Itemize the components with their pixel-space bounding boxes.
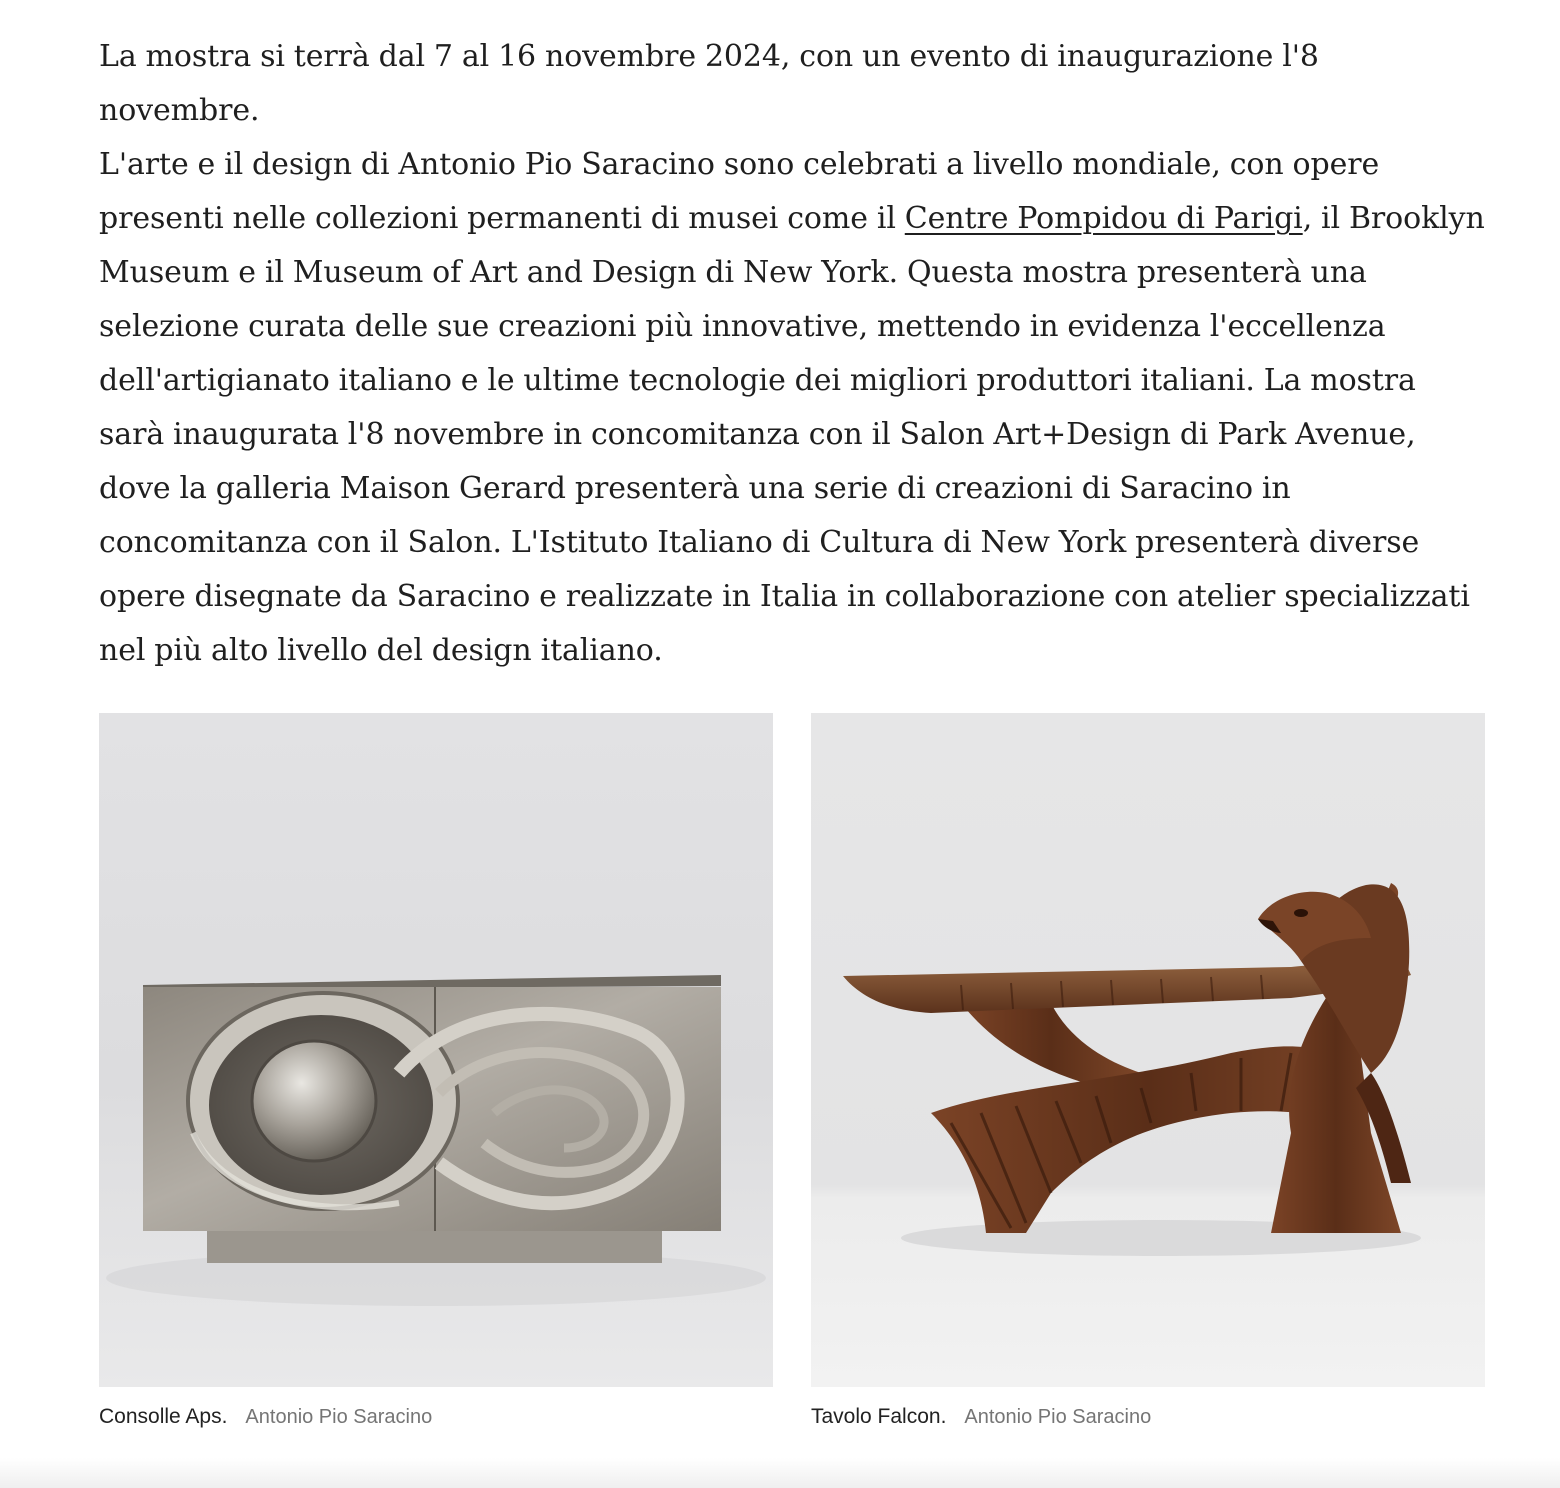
centre-pompidou-link[interactable]: Centre Pompidou di Parigi	[904, 201, 1303, 236]
article-body	[99, 30, 1485, 678]
bottom-fade	[0, 1458, 1560, 1488]
caption-title: Tavolo Falcon.	[811, 1405, 947, 1428]
paragraph-main	[99, 138, 1485, 678]
paragraph-main-end: , il Brooklyn Museum e il Museum of Art and Design di New York. Questa mostra presenterà una selezione curata delle sue creazioni più innovative, mettendo in evidenza l'eccellenza dell'artigianato italiano e le ultime tecnologie dei migliori produttori italiani. La mostra sarà inaugurata l'8 novembre in concomitanza con il Salon Art+Design di Park Avenue, dove la galleria Maison Gerard presenterà una serie di creazioni di Saracino in concomitanza con il Salon. L'Istituto Italiano di Cultura di New York presenterà diverse opere disegnate da Saracino e realizzate in Italia in collaborazione con atelier specializzati nel più alto livello del design italiano.	[99, 201, 1485, 668]
caption-title: Consolle Aps.	[99, 1405, 228, 1428]
caption-author: Antonio Pio Saracino	[964, 1406, 1152, 1428]
caption-author: Antonio Pio Saracino	[245, 1406, 433, 1428]
paragraph-main-start: L'arte e il design di Antonio Pio Saracino sono celebrati a livello mondiale, con opere presenti nelle collezioni permanenti di musei come il	[99, 147, 1380, 236]
image-gallery	[99, 713, 1485, 1433]
consolle-aps-photo[interactable]	[99, 713, 773, 1387]
caption-consolle	[99, 1405, 773, 1433]
caption-falcon	[811, 1405, 1485, 1433]
paragraph-intro: La mostra si terrà dal 7 al 16 novembre 2024, con un evento di inaugurazione l'8 novembre.	[99, 39, 1319, 128]
gallery-item-falcon	[811, 713, 1485, 1433]
gallery-item-consolle	[99, 713, 773, 1433]
tavolo-falcon-photo[interactable]	[811, 713, 1485, 1387]
